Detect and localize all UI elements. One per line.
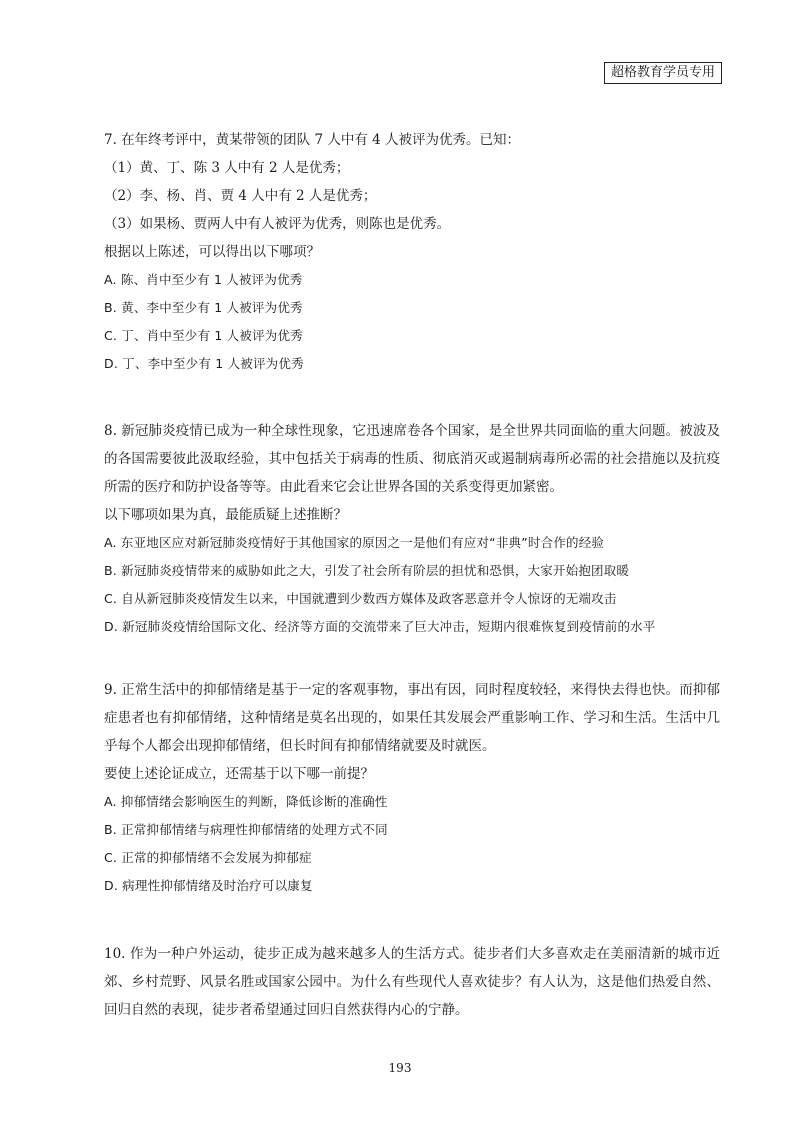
question-8-option-a: A. 东亚地区应对新冠肺炎疫情好于其他国家的原因之一是他们有应对“非典”时合作的经验 [104,535,605,550]
student-only-stamp: 超格教育学员专用 [604,62,722,84]
question-8-option-b: B. 新冠肺炎疫情带来的威胁如此之大，引发了社会所有阶层的担忧和恐惧，大家开始抱团取暖 [104,563,630,578]
question-8-prompt: 以下哪项如果为真，最能质疑上述推断？ [104,507,347,523]
question-9-option-a: A. 抑郁情绪会影响医生的判断，降低诊断的准确性 [104,794,388,809]
question-7-condition-3: （3）如果杨、贾两人中有人被评为优秀，则陈也是优秀。 [104,216,451,232]
question-7-option-c: C. 丁、肖中至少有 1 人被评为优秀 [104,328,303,343]
question-7-option-d: D. 丁、李中至少有 1 人被评为优秀 [104,356,304,371]
question-7-prompt: 根据以上陈述，可以得出以下哪项？ [104,244,320,260]
question-8-stem: 8. 新冠肺炎疫情已成为一种全球性现象，它迅速席卷各个国家，是全世界共同面临的重大问题。被波及的各国需要彼此汲取经验，其中包括关于病毒的性质、彻底消灭或遏制病毒所必需的社会措施以及抗疫所需的医疗和防护设备等等。由此看来它会让世界各国的关系变得更加紧密。 [104,423,720,495]
question-9-option-c: C. 正常的抑郁情绪不会发展为抑郁症 [104,850,312,865]
question-8 [104,417,720,641]
question-7-condition-2: （2）李、杨、肖、贾 4 人中有 2 人是优秀； [104,188,377,204]
question-9-stem: 9. 正常生活中的抑郁情绪是基于一定的客观事物，事出有因，同时程度较轻，来得快去得也快。而抑郁症患者也有抑郁情绪，这种情绪是莫名出现的，如果任其发展会严重影响工作、学习和生活。生活中几乎每个人都会出现抑郁情绪，但长时间有抑郁情绪就要及时就医。 [104,682,720,754]
question-7 [104,126,720,378]
question-10-stem: 10. 作为一种户外运动，徒步正成为越来越多人的生活方式。徒步者们大多喜欢走在美丽清新的城市近郊、乡村荒野、风景名胜或国家公园中。为什么有些现代人喜欢徒步？有人认为，这是他们热爱自然、回归自然的表现，徒步者希望通过回归自然获得内心的宁静。 [104,946,720,1018]
question-10 [104,940,720,1024]
question-8-option-c: C. 自从新冠肺炎疫情发生以来，中国就遭到少数西方媒体及政客恶意并令人惊讶的无端攻击 [104,591,617,606]
question-9-option-b: B. 正常抑郁情绪与病理性抑郁情绪的处理方式不同 [104,822,388,837]
question-7-option-b: B. 黄、李中至少有 1 人被评为优秀 [104,300,303,315]
question-9-prompt: 要使上述论证成立，还需基于以下哪一前提？ [104,766,374,782]
question-7-condition-1: （1）黄、丁、陈 3 人中有 2 人是优秀； [104,160,350,176]
page-number: 193 [388,1061,412,1075]
question-9-option-d: D. 病理性抑郁情绪及时治疗可以康复 [104,878,313,893]
question-7-stem: 7. 在年终考评中，黄某带领的团队 7 人中有 4 人被评为优秀。已知： [104,132,521,148]
question-8-option-d: D. 新冠肺炎疫情给国际文化、经济等方面的交流带来了巨大冲击，短期内很难恢复到疫情前的水平 [104,619,656,634]
question-7-option-a: A. 陈、肖中至少有 1 人被评为优秀 [104,272,303,287]
question-9 [104,676,720,900]
